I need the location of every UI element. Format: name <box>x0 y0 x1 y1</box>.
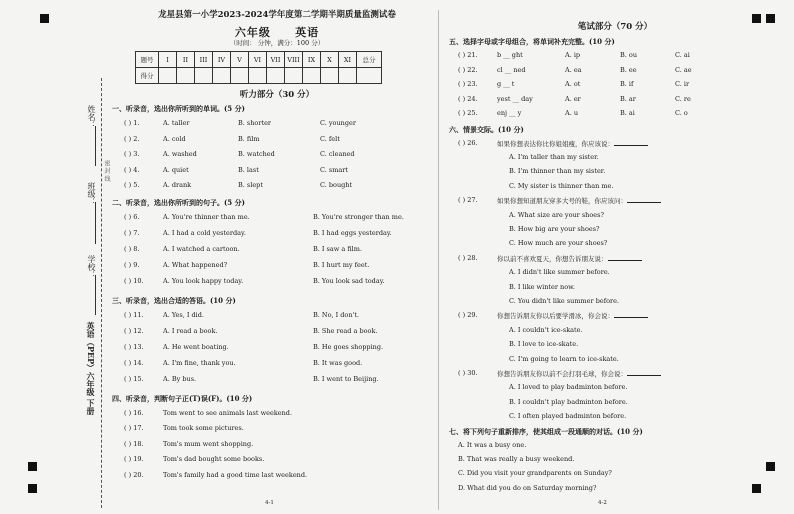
score-cell <box>159 68 177 84</box>
score-header-cell: 题号 <box>136 52 159 68</box>
seal-text: 密 封 线 <box>103 160 110 182</box>
score-header-cell: XI <box>339 52 357 68</box>
question-number: ( ) 11. <box>124 310 144 319</box>
choice-option: C. How much are your shoes? <box>509 239 608 248</box>
option-a: A. cold <box>163 134 186 143</box>
binding-sidebar <box>0 0 108 514</box>
question-number: ( ) 24. <box>458 94 478 103</box>
section-4-title: 四、听录音，判断句子正(T)误(F)。(10 分) <box>112 393 253 403</box>
school-underline <box>95 275 96 315</box>
option-a: A. He went boating. <box>163 342 229 351</box>
question-number: ( ) 15. <box>124 375 144 384</box>
option-c: C. cleaned <box>320 150 355 158</box>
score-header-cell: V <box>231 52 249 68</box>
class-label: 班级： <box>87 182 96 206</box>
question-number: ( ) 28. <box>458 253 478 262</box>
question-number: ( ) 25. <box>458 109 478 117</box>
score-header-cell: VIII <box>285 52 303 68</box>
option-b: B. I went to Beijing. <box>313 375 379 384</box>
question-number: ( ) 12. <box>124 326 144 335</box>
score-header-cell: VII <box>267 52 285 68</box>
question-number: ( ) 4. <box>124 165 140 174</box>
score-header-cell: IX <box>303 52 321 68</box>
word-stem: cl __ ned <box>497 65 526 74</box>
option-b: B. I saw a film. <box>313 244 362 253</box>
word-stem: b __ ght <box>497 51 523 59</box>
option-b: B. He goes shopping. <box>313 342 384 351</box>
listening-part-title: 听力部分（30 分） <box>239 90 315 100</box>
option-a: A. ot <box>565 80 581 88</box>
grade: 六年级 <box>234 26 271 39</box>
school-label: 学校： <box>87 255 96 279</box>
question-number: ( ) 20. <box>124 470 144 479</box>
choice-option: A. I'm taller than my sister. <box>509 152 599 161</box>
question-number: ( ) 1. <box>124 119 140 127</box>
question-number: ( ) 8. <box>124 244 140 253</box>
exam-title: 龙星县第一小学2023-2024学年度第二学期半期质量监测试卷 <box>158 10 396 20</box>
question-number: ( ) 30. <box>458 368 478 377</box>
option-b: B. ee <box>620 65 637 74</box>
question-number: ( ) 7. <box>124 228 140 237</box>
choice-option: B. How big are your shoes? <box>509 224 600 233</box>
statement: Tom's mum went shopping. <box>163 439 254 448</box>
statement: Tom went to see animals last weekend. <box>163 408 293 417</box>
question-number: ( ) 10. <box>124 277 144 286</box>
score-cell <box>285 68 303 84</box>
dialogue-sentence: C. Did you visit your grandparents on Sunday? <box>458 469 612 478</box>
dialogue-sentence: A. It was a busy one. <box>458 440 527 449</box>
score-cell <box>195 68 213 84</box>
question-number: ( ) 29. <box>458 311 478 320</box>
score-header-cell: II <box>177 52 195 68</box>
section-6-title: 六、情景交际。(10 分) <box>449 124 524 134</box>
option-a: A. washed <box>163 150 197 158</box>
option-a: A. ea <box>565 65 582 74</box>
option-a: A. You look happy today. <box>163 277 244 286</box>
statement: Tom's dad bought some books. <box>163 455 265 463</box>
section-1-title: 一、听录音，选出你所听到的单词。(5 分) <box>112 104 245 113</box>
option-b: B. watched <box>238 150 275 158</box>
question-number: ( ) 14. <box>124 359 144 368</box>
question-prompt <box>497 139 648 148</box>
choice-option: B. I like winter now. <box>509 282 575 291</box>
option-a: A. I had a cold yesterday. <box>163 228 246 237</box>
score-cell <box>267 68 285 84</box>
option-b: B. She read a book. <box>313 326 378 335</box>
score-header-cell: VI <box>249 52 267 68</box>
name-label: 姓名： <box>87 105 96 129</box>
subject-label: 英语（PEP）六年级 下册 <box>86 322 96 415</box>
question-number: ( ) 21. <box>458 51 478 59</box>
dialogue-sentence: B. That was really a busy weekend. <box>458 454 575 463</box>
choice-option: C. My sister is thinner than me. <box>509 181 614 190</box>
option-b: B. You look sad today. <box>313 277 385 286</box>
question-prompt <box>497 369 661 378</box>
option-b: B. I hurt my feet. <box>313 261 370 270</box>
choice-option: B. I love to ice-skate. <box>509 340 579 349</box>
question-text: 你想告诉朋友你以后要学滑冰，你会说： <box>497 312 614 321</box>
name-underline <box>95 126 96 166</box>
option-c: C. younger <box>320 119 356 127</box>
question-prompt <box>497 254 642 263</box>
question-text: 你以前不喜欢夏天，你想告诉朋友说： <box>497 254 608 263</box>
choice-option: C. You didn't like summer before. <box>509 296 620 305</box>
option-a: A. I watched a cartoon. <box>163 244 240 253</box>
option-c: C. o <box>675 109 688 117</box>
option-b: B. It was good. <box>313 359 363 368</box>
word-stem: enj __ y <box>497 109 522 117</box>
question-number: ( ) 23. <box>458 80 478 88</box>
choice-option: B. I couldn't play badminton before. <box>509 397 628 406</box>
question-prompt <box>497 311 648 320</box>
answer-blank <box>627 369 661 376</box>
class-underline <box>95 202 96 244</box>
option-b: B. I had eggs yesterday. <box>313 228 392 237</box>
question-number: ( ) 6. <box>124 212 140 221</box>
score-header-cell: I <box>159 52 177 68</box>
option-a: A. u <box>565 109 579 117</box>
seal-line <box>101 78 102 508</box>
question-text: 如果你想知道朋友穿多大号的鞋，你应该问： <box>497 197 627 206</box>
score-cell <box>231 68 249 84</box>
option-b: B. ar <box>620 94 636 103</box>
choice-option: A. I didn't like summer before. <box>509 268 610 277</box>
score-cell <box>357 68 382 84</box>
score-header-cell: 总分 <box>357 52 382 68</box>
question-number: ( ) 27. <box>458 196 478 205</box>
score-cell <box>303 68 321 84</box>
option-c: C. ir <box>675 80 690 88</box>
score-header-cell: X <box>321 52 339 68</box>
question-number: ( ) 18. <box>124 439 144 448</box>
section-5-title: 五、选择字母或字母组合，将单词补充完整。(10 分) <box>449 37 615 46</box>
choice-option: B. I'm thinner than my sister. <box>509 167 606 176</box>
score-header-row <box>136 52 382 68</box>
option-b: B. shorter <box>238 119 272 127</box>
choice-option: A. I loved to play badminton before. <box>509 383 628 392</box>
score-cell <box>249 68 267 84</box>
question-number: ( ) 3. <box>124 150 140 158</box>
dialogue-sentence: D. What did you do on Saturday morning? <box>458 483 597 492</box>
option-a: A. ip <box>565 51 581 59</box>
option-a: A. By bus. <box>163 375 197 384</box>
answer-blank <box>614 311 648 318</box>
option-a: A. drank <box>163 181 192 189</box>
question-number: ( ) 16. <box>124 408 144 417</box>
option-a: A. I'm fine, thank you. <box>163 359 236 368</box>
option-b: B. No, I don't. <box>313 310 360 319</box>
option-c: C. re <box>675 94 691 103</box>
question-number: ( ) 2. <box>124 134 140 143</box>
option-a: A. taller <box>163 119 190 127</box>
option-b: B. slept <box>238 181 263 189</box>
score-table <box>135 51 382 84</box>
corner-mark <box>752 484 761 493</box>
option-c: C. felt <box>320 134 340 143</box>
score-header-cell: IV <box>213 52 231 68</box>
choice-option: A. What size are your shoes? <box>509 210 604 219</box>
score-cell <box>321 68 339 84</box>
answer-blank <box>627 196 661 203</box>
word-stem: yest __ day <box>497 94 533 103</box>
score-cell <box>339 68 357 84</box>
option-c: C. bought <box>320 181 353 189</box>
answer-blank <box>608 254 642 261</box>
option-b: B. last <box>238 165 259 174</box>
score-row-label: 得分 <box>136 68 159 84</box>
question-text: 如果你想表达你比你姐姐瘦，你应该说： <box>497 139 614 148</box>
section-7-title: 七、将下列句子重新排序，使其组成一段通顺的对话。(10 分) <box>449 426 643 436</box>
word-stem: g __ t <box>497 80 515 88</box>
score-cell <box>177 68 195 84</box>
option-a: A. er <box>565 94 581 103</box>
page-divider <box>438 10 439 510</box>
page-number-right: 4-2 <box>598 500 607 506</box>
answer-blank <box>614 139 648 146</box>
statement: Tom took some pictures. <box>163 424 244 432</box>
choice-option: C. I'm going to learn to ice-skate. <box>509 354 619 363</box>
question-number: ( ) 9. <box>124 261 140 270</box>
question-number: ( ) 19. <box>124 455 144 463</box>
page-number-left: 4-1 <box>265 500 274 506</box>
option-a: A. Yes, I did. <box>163 310 204 319</box>
question-number: ( ) 13. <box>124 342 144 351</box>
question-number: ( ) 5. <box>124 181 140 189</box>
option-b: B. film <box>238 134 260 143</box>
section-2-title: 二、听录音，选出你所听到的句子。(5 分) <box>112 197 245 207</box>
question-number: ( ) 26. <box>458 138 478 147</box>
section-3-title: 三、听录音，选出合适的答语。(10 分) <box>112 295 236 305</box>
statement: Tom's family had a good time last weekend. <box>163 470 308 479</box>
option-a: A. quiet <box>163 165 189 174</box>
option-c: C. ai <box>675 51 690 59</box>
score-cell <box>213 68 231 84</box>
question-prompt <box>497 196 661 205</box>
option-b: B. ai <box>620 109 635 117</box>
score-header-cell: III <box>195 52 213 68</box>
choice-option: C. I often played badminton before. <box>509 412 627 421</box>
subject: 英语 <box>295 26 320 39</box>
option-a: A. I read a book. <box>163 326 218 335</box>
writing-part-title: 笔试部分（70 分） <box>577 22 653 32</box>
question-number: ( ) 22. <box>458 65 478 74</box>
option-a: A. What happened? <box>163 261 228 270</box>
option-a: A. You're thinner than me. <box>163 212 250 221</box>
option-b: B. if <box>620 80 634 88</box>
exam-meta: （时间： 分钟，满分：100 分） <box>229 39 325 47</box>
option-c: C. smart <box>320 165 348 174</box>
option-c: C. ae <box>675 65 692 74</box>
option-b: B. You're stronger than me. <box>313 212 404 221</box>
question-number: ( ) 17. <box>124 424 144 432</box>
choice-option: A. I couldn't ice-skate. <box>509 325 583 334</box>
option-b: B. ou <box>620 51 638 59</box>
question-text: 你想告诉朋友你以前不会打羽毛球，你会说： <box>497 369 627 378</box>
score-value-row <box>136 68 382 84</box>
corner-mark <box>766 462 775 471</box>
